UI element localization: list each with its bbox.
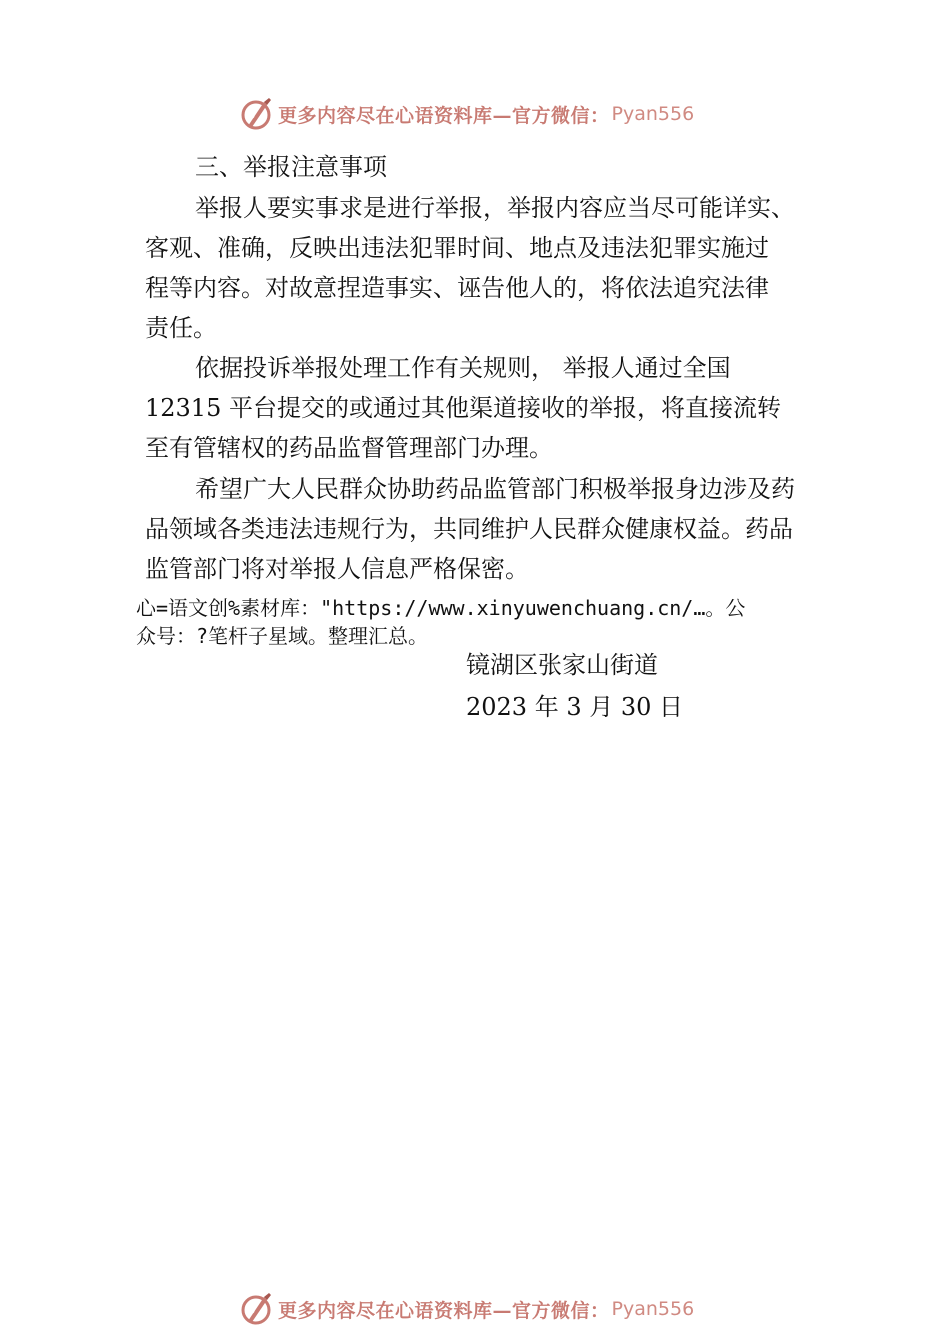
footer-watermark [238,1289,694,1329]
signature-org: 镜湖区张家山街道 [466,651,658,679]
watermark-wechat-id: Pyan556 [611,1298,695,1320]
section-heading: 三、举报注意事项 [195,153,387,181]
para1-line-3: 程等内容。对故意捏造事实、诬告他人的，将依法追究法律 [145,274,769,302]
quill-pen-logo-icon [238,96,274,132]
para1-line-4: 责任。 [145,314,217,342]
source-note-line-1: 心=语文创%素材库："https://www.xinyuwenchuang.cn/…。公 [136,596,746,620]
signature-date: 2023 年 3 月 30 日 [466,693,684,721]
para2-line-2: 12315 平台提交的或通过其他渠道接收的举报，将直接流转 [145,394,781,422]
para2-line-1: 依据投诉举报处理工作有关规则， 举报人通过全国 [195,354,731,382]
watermark-wechat-id: Pyan556 [611,103,695,125]
para2-line-3: 至有管辖权的药品监督管理部门办理。 [145,434,553,462]
quill-pen-logo-icon [238,1291,274,1327]
para3-line-3: 监管部门将对举报人信息严格保密。 [145,555,529,583]
watermark-text: 更多内容尽在心语资料库—官方微信： [278,104,610,127]
source-note-line-2: 众号：?笔杆子星域。整理汇总。 [136,624,429,648]
para1-line-1: 举报人要实事求是进行举报，举报内容应当尽可能详实、 [195,194,795,222]
para1-line-2: 客观、准确，反映出违法犯罪时间、地点及违法犯罪实施过 [145,234,769,262]
para3-line-2: 品领域各类违法违规行为，共同维护人民群众健康权益。药品 [145,515,793,543]
para3-line-1: 希望广大人民群众协助药品监管部门积极举报身边涉及药 [195,475,795,503]
header-watermark [238,94,694,134]
watermark-text: 更多内容尽在心语资料库—官方微信： [278,1299,610,1322]
